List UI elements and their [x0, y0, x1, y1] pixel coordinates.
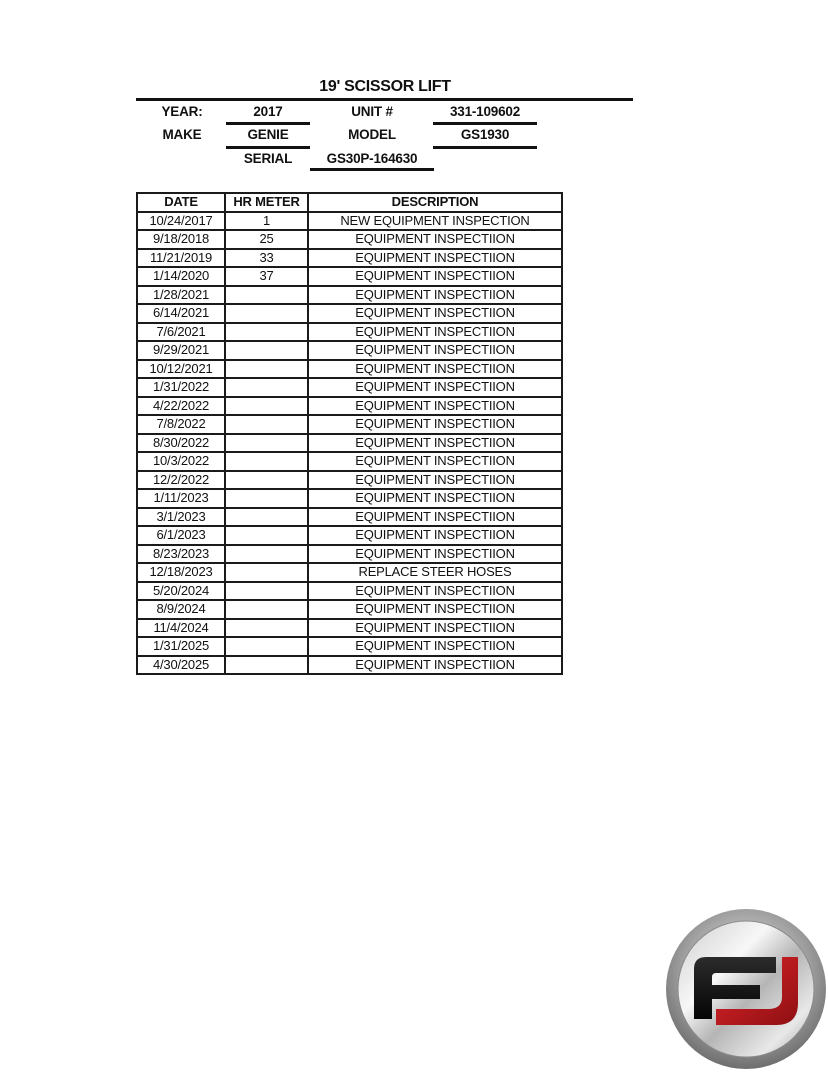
- table-row: [137, 563, 562, 582]
- model-value: GS1930: [460, 127, 510, 142]
- cell-date: 4/22/2022: [137, 397, 225, 416]
- column-header-date: DATE: [137, 193, 225, 212]
- table-row: [137, 304, 562, 323]
- serial-underline: [310, 168, 434, 171]
- cell-date: 8/30/2022: [137, 434, 225, 453]
- cell-date: 1/11/2023: [137, 489, 225, 508]
- table-row: [137, 656, 562, 675]
- cell-description: EQUIPMENT INSPECTIION: [308, 230, 562, 249]
- cell-date: 1/31/2022: [137, 378, 225, 397]
- cell-date: 12/18/2023: [137, 563, 225, 582]
- cell-hr-meter: [225, 600, 308, 619]
- cell-date: 6/14/2021: [137, 304, 225, 323]
- cell-date: 1/31/2025: [137, 637, 225, 656]
- cell-description: EQUIPMENT INSPECTIION: [308, 619, 562, 638]
- serial-label: SERIAL: [243, 151, 293, 166]
- cell-hr-meter: [225, 415, 308, 434]
- cell-date: 8/9/2024: [137, 600, 225, 619]
- cell-date: 11/21/2019: [137, 249, 225, 268]
- cell-date: 1/14/2020: [137, 267, 225, 286]
- table-row: [137, 249, 562, 268]
- table-row: [137, 230, 562, 249]
- table-row: [137, 378, 562, 397]
- cell-date: 4/30/2025: [137, 656, 225, 675]
- table-header-row: [137, 193, 562, 212]
- table-row: [137, 545, 562, 564]
- table-row: [137, 637, 562, 656]
- cell-date: 9/18/2018: [137, 230, 225, 249]
- cell-hr-meter: [225, 508, 308, 527]
- cell-description: EQUIPMENT INSPECTIION: [308, 304, 562, 323]
- table-row: [137, 600, 562, 619]
- cell-hr-meter: [225, 489, 308, 508]
- cell-description: EQUIPMENT INSPECTIION: [308, 267, 562, 286]
- table-row: [137, 434, 562, 453]
- cell-hr-meter: [225, 582, 308, 601]
- cell-description: EQUIPMENT INSPECTIION: [308, 545, 562, 564]
- column-header-description: DESCRIPTION: [308, 193, 562, 212]
- table-row: [137, 526, 562, 545]
- cell-hr-meter: [225, 341, 308, 360]
- cell-hr-meter: [225, 563, 308, 582]
- table-row: [137, 341, 562, 360]
- cell-hr-meter: [225, 360, 308, 379]
- cell-description: EQUIPMENT INSPECTIION: [308, 341, 562, 360]
- cell-hr-meter: [225, 434, 308, 453]
- serial-value: GS30P-164630: [326, 151, 418, 166]
- unit-label: UNIT #: [351, 104, 393, 119]
- cell-hr-meter: 25: [225, 230, 308, 249]
- table-row: [137, 471, 562, 490]
- table-row: [137, 286, 562, 305]
- document-title: 19' SCISSOR LIFT: [319, 78, 451, 95]
- cell-date: 11/4/2024: [137, 619, 225, 638]
- cell-description: NEW EQUIPMENT INSPECTION: [308, 212, 562, 231]
- table-row: [137, 489, 562, 508]
- cell-date: 10/12/2021: [137, 360, 225, 379]
- cell-description: EQUIPMENT INSPECTIION: [308, 415, 562, 434]
- cell-hr-meter: [225, 545, 308, 564]
- cell-date: 7/8/2022: [137, 415, 225, 434]
- make-value: GENIE: [247, 127, 289, 142]
- cell-description: EQUIPMENT INSPECTIION: [308, 249, 562, 268]
- column-header-hr-meter: HR METER: [225, 193, 308, 212]
- cell-description: EQUIPMENT INSPECTIION: [308, 378, 562, 397]
- model-label: MODEL: [348, 127, 396, 142]
- title-divider: [136, 98, 633, 101]
- cell-date: 10/3/2022: [137, 452, 225, 471]
- cell-hr-meter: [225, 656, 308, 675]
- cell-hr-meter: [225, 471, 308, 490]
- cell-date: 6/1/2023: [137, 526, 225, 545]
- fj-logo: [664, 907, 828, 1071]
- cell-description: EQUIPMENT INSPECTIION: [308, 656, 562, 675]
- cell-description: EQUIPMENT INSPECTIION: [308, 434, 562, 453]
- make-underline: [226, 146, 310, 149]
- model-underline: [433, 146, 537, 149]
- cell-hr-meter: [225, 526, 308, 545]
- make-label: MAKE: [162, 127, 202, 142]
- table-row: [137, 267, 562, 286]
- year-underline: [226, 122, 310, 125]
- cell-date: 8/23/2023: [137, 545, 225, 564]
- cell-date: 3/1/2023: [137, 508, 225, 527]
- table-row: [137, 582, 562, 601]
- cell-date: 12/2/2022: [137, 471, 225, 490]
- cell-date: 9/29/2021: [137, 341, 225, 360]
- cell-hr-meter: 1: [225, 212, 308, 231]
- cell-hr-meter: [225, 286, 308, 305]
- cell-description: EQUIPMENT INSPECTIION: [308, 508, 562, 527]
- cell-description: EQUIPMENT INSPECTIION: [308, 526, 562, 545]
- cell-hr-meter: 37: [225, 267, 308, 286]
- cell-description: EQUIPMENT INSPECTIION: [308, 600, 562, 619]
- table-row: [137, 452, 562, 471]
- cell-hr-meter: [225, 637, 308, 656]
- table-row: [137, 508, 562, 527]
- year-value: 2017: [253, 104, 283, 119]
- cell-hr-meter: [225, 397, 308, 416]
- table-row: [137, 323, 562, 342]
- cell-description: EQUIPMENT INSPECTIION: [308, 286, 562, 305]
- cell-hr-meter: [225, 304, 308, 323]
- cell-hr-meter: [225, 378, 308, 397]
- cell-description: EQUIPMENT INSPECTIION: [308, 582, 562, 601]
- cell-date: 7/6/2021: [137, 323, 225, 342]
- cell-hr-meter: [225, 323, 308, 342]
- table-row: [137, 397, 562, 416]
- table-row: [137, 619, 562, 638]
- cell-hr-meter: [225, 619, 308, 638]
- year-label: YEAR:: [161, 104, 203, 119]
- table-row: [137, 415, 562, 434]
- unit-underline: [433, 122, 537, 125]
- cell-description: EQUIPMENT INSPECTIION: [308, 397, 562, 416]
- cell-hr-meter: 33: [225, 249, 308, 268]
- cell-hr-meter: [225, 452, 308, 471]
- cell-description: EQUIPMENT INSPECTIION: [308, 489, 562, 508]
- table-row: [137, 360, 562, 379]
- cell-date: 5/20/2024: [137, 582, 225, 601]
- cell-description: EQUIPMENT INSPECTIION: [308, 637, 562, 656]
- cell-date: 10/24/2017: [137, 212, 225, 231]
- cell-date: 1/28/2021: [137, 286, 225, 305]
- table-row: [137, 212, 562, 231]
- cell-description: EQUIPMENT INSPECTIION: [308, 360, 562, 379]
- maintenance-log-table: [136, 192, 563, 675]
- cell-description: REPLACE STEER HOSES: [308, 563, 562, 582]
- cell-description: EQUIPMENT INSPECTIION: [308, 452, 562, 471]
- unit-value: 331-109602: [449, 104, 521, 119]
- cell-description: EQUIPMENT INSPECTIION: [308, 323, 562, 342]
- fj-monogram-logo-icon: [664, 907, 828, 1071]
- cell-description: EQUIPMENT INSPECTIION: [308, 471, 562, 490]
